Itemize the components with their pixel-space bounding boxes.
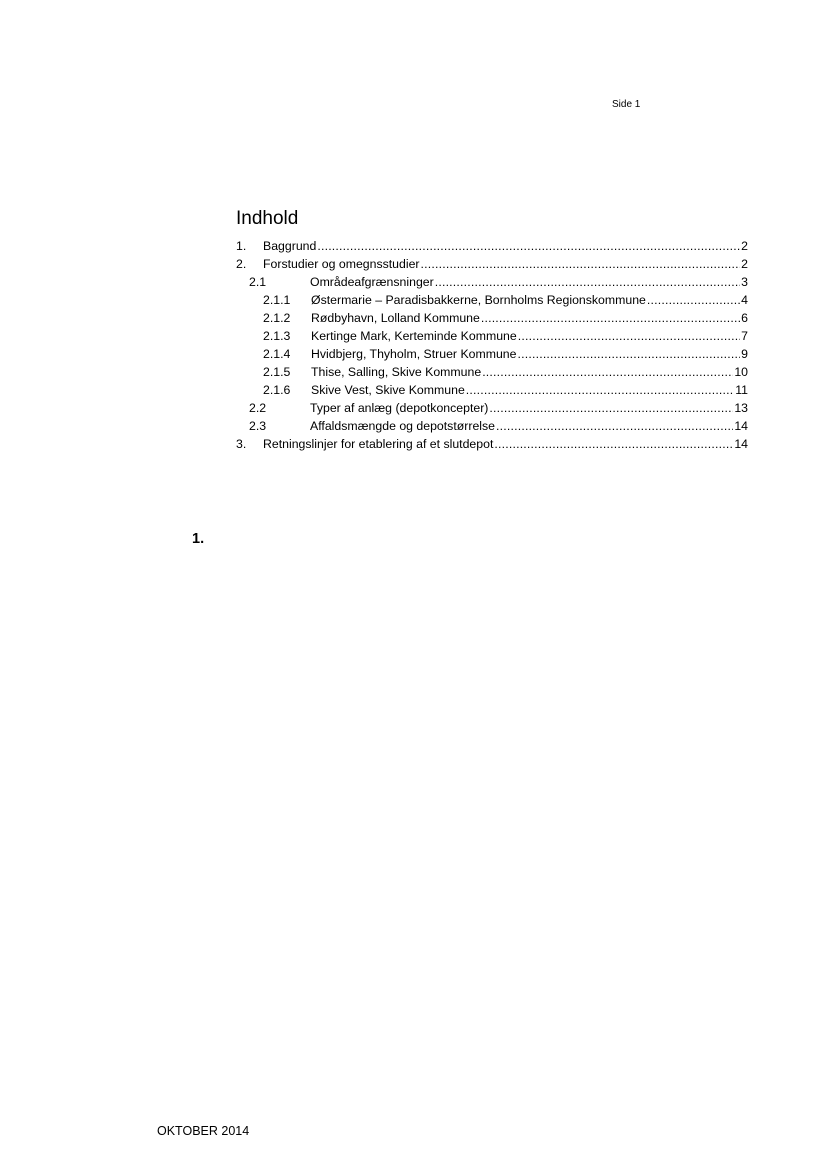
toc-entry[interactable] [236,381,748,399]
toc-dot-leader [518,345,741,363]
toc-entry-label: Forstudier og omegnsstudier [263,257,420,271]
toc-entry-page: 2 [741,239,748,253]
toc-entry-number: 2.1 [249,275,267,289]
toc-entry[interactable] [236,399,748,417]
toc-entry-page: 3 [741,275,748,289]
toc-entry[interactable] [236,363,748,381]
toc-dot-leader [481,309,740,327]
toc-entry-page: 10 [734,365,748,379]
footer-date: OKTOBER 2014 [157,1124,250,1138]
toc-entry-label: Baggrund [263,239,317,253]
toc-entry-number: 2.1.4 [263,347,291,361]
toc-entry-number: 2.2 [249,401,267,415]
toc-entry[interactable] [236,237,748,255]
page-number: Side 1 [612,99,641,110]
table-of-contents [236,237,748,453]
toc-entry-page: 13 [734,401,748,415]
toc-entry-number: 2.3 [249,419,267,433]
toc-entry[interactable] [236,345,748,363]
toc-entry[interactable] [236,417,748,435]
toc-title: Indhold [236,208,299,229]
toc-entry[interactable] [236,327,748,345]
toc-entry-page: 6 [741,311,748,325]
toc-entry-number: 1. [236,239,247,253]
toc-entry[interactable] [236,309,748,327]
toc-entry-page: 2 [741,257,748,271]
toc-entry-number: 2.1.6 [263,383,291,397]
toc-entry-label: Thise, Salling, Skive Kommune [311,365,482,379]
toc-entry-number: 2.1.3 [263,329,291,343]
toc-entry[interactable] [236,435,748,453]
section-heading: 1. [192,531,205,547]
toc-dot-leader [518,327,740,345]
toc-entry-label: Skive Vest, Skive Kommune [311,383,465,397]
toc-entry-page: 9 [741,347,748,361]
toc-entry-number: 2.1.1 [263,293,291,307]
toc-dot-leader [489,399,733,417]
toc-entry-page: 14 [734,419,748,433]
toc-entry-label: Områdeafgrænsninger [310,275,434,289]
toc-entry-number: 2.1.2 [263,311,291,325]
toc-entry-label: Hvidbjerg, Thyholm, Struer Kommune [311,347,517,361]
toc-dot-leader [317,237,740,255]
toc-dot-leader [482,363,733,381]
toc-entry-label: Rødbyhavn, Lolland Kommune [311,311,480,325]
toc-entry-number: 2. [236,257,247,271]
toc-dot-leader [647,291,740,309]
toc-entry[interactable] [236,273,748,291]
toc-entry-number: 3. [236,437,247,451]
toc-entry-page: 4 [741,293,748,307]
toc-dot-leader [494,435,733,453]
toc-entry-label: Retningslinjer for etablering af et slutdepot [263,437,494,451]
toc-entry-page: 11 [735,383,748,397]
toc-dot-leader [421,255,741,273]
toc-entry-label: Typer af anlæg (depotkoncepter) [310,401,489,415]
toc-entry-label: Affaldsmængde og depotstørrelse [310,419,496,433]
toc-entry-number: 2.1.5 [263,365,291,379]
toc-entry-label: Kertinge Mark, Kerteminde Kommune [311,329,517,343]
toc-entry-page: 7 [741,329,748,343]
toc-entry-page: 14 [734,437,748,451]
toc-dot-leader [466,381,734,399]
toc-entry[interactable] [236,291,748,309]
toc-dot-leader [435,273,740,291]
toc-entry[interactable] [236,255,748,273]
toc-entry-label: Østermarie – Paradisbakkerne, Bornholms Regionskommune [311,293,646,307]
toc-dot-leader [496,417,733,435]
